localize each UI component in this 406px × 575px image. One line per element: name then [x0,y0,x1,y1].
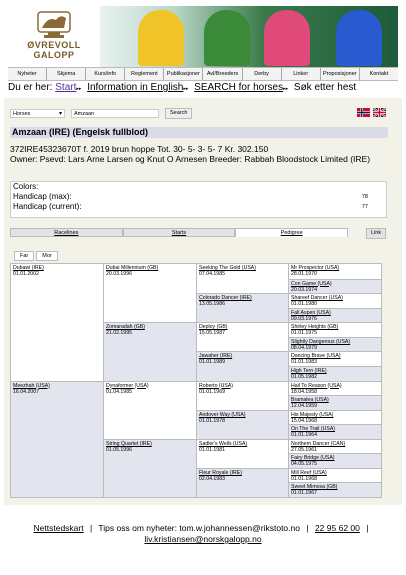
jockey-image [138,10,184,66]
pedigree-cell-gen2 [103,322,196,380]
logo-line1: ØVREVOLL [27,40,81,50]
pedigree-cell-gen3 [196,264,288,293]
pedigree-horse-date: 01.05.1996 [106,446,132,453]
pedigree-horse-link[interactable]: Colorado Dancer (IRE) [199,295,252,302]
pedigree-cell-gen4 [288,308,381,323]
search-button[interactable]: Search [165,108,192,119]
pedigree-horse-date: 01.01.2002 [13,271,39,277]
pedigree-horse-link[interactable]: Sadler's Wells (USA) [199,440,248,447]
tab-mor[interactable]: Mor [36,251,57,261]
pedigree-horse-link[interactable]: Sweet Mimosa (GB) [291,484,338,491]
pedigree-horse-date: 01.01.1975 [291,330,317,337]
pedigree-cell-gen4 [288,293,381,308]
pedigree-horse-link[interactable]: Hail To Reason (USA) [291,382,342,389]
pedigree-horse-link[interactable]: Fleur Royale (IRE) [199,469,242,476]
pedigree-horse-link[interactable]: Dynaformer (USA) [106,382,149,389]
pedigree-horse-date: 15.05.1987 [199,330,225,337]
pedigree-cell-gen4 [288,366,381,381]
breadcrumb [8,82,356,93]
pedigree-cell-gen3 [196,351,288,380]
nav-item-linker[interactable]: Linker [282,68,321,80]
nav-item-nyheter[interactable]: Nyheter [8,68,47,80]
pedigree-horse-link[interactable]: Shareef Dancer (USA) [291,295,343,302]
handicap-max-value: 78 [361,194,368,200]
breadcrumb-english-link[interactable]: Information in English [87,82,184,93]
search-input[interactable]: Amzaan [71,109,159,118]
pedigree-horse-date: 01.01.1981 [199,446,225,453]
pedigree-cell-gen3 [196,468,288,497]
search-type-select[interactable]: Horses ▾ [10,109,65,118]
pedigree-cell-gen4 [288,337,381,352]
jockey-image [264,10,310,66]
pedigree-cell-gen4 [288,424,381,439]
pedigree-horse-date: 04.05.1975 [291,461,317,468]
handicap-current-label: Handicap (current): [13,202,82,211]
link-button[interactable]: Link [366,228,386,239]
colors-label: Colors: [13,182,39,191]
pedigree-horse-link[interactable]: String Quartet (IRE) [106,440,152,447]
pedigree-cell-gen4 [288,482,381,497]
pedigree-horse-link[interactable]: Mr Prospector (USA) [291,265,340,271]
pedigree-cell-gen2 [103,439,196,497]
search-row [10,108,192,118]
pedigree-horse-link[interactable]: His Majesty (USA) [291,411,334,418]
tab-pedigree[interactable]: Pedigree [235,228,348,237]
pedigree-horse-date: 01.01.1980 [291,301,317,308]
pedigree-horse-date: 01.01.1964 [291,432,317,439]
nav-item-publikasjoner[interactable]: Publikasjoner [164,68,203,80]
language-flags [357,108,386,117]
trophy-logo-icon [34,8,74,40]
pedigree-horse-link[interactable]: Roberto (USA) [199,382,234,389]
footer-separator: | [306,523,309,533]
pedigree-horse-link[interactable]: Fairy Bridge (USA) [291,455,335,462]
pedigree-cell-gen1 [11,381,103,498]
pedigree-horse-date: 21.02.1995 [106,330,132,337]
pedigree-horse-link[interactable]: On The Trail (USA) [291,426,336,433]
horse-tabs [10,228,348,237]
pedigree-horse-link[interactable]: Deploy (GB) [199,324,228,331]
pedigree-cell-gen3 [196,410,288,439]
pedigree-horse-link[interactable]: Dancing Brave (USA) [291,353,341,360]
jockey-image [204,10,250,66]
pedigree-horse-date: 01.01.1983 [291,359,317,366]
header-banner-image [100,6,398,67]
nav-item-derby[interactable]: Derby [243,68,282,80]
site-logo[interactable] [8,8,100,66]
main-nav [8,67,398,81]
pedigree-table [10,263,382,498]
nav-item-skjema[interactable]: Skjema [47,68,86,80]
breadcrumb-current: Søk etter hest [293,82,357,93]
horse-stats-box [10,181,387,218]
handicap-current-value: 77 [361,204,368,210]
pedigree-cell-gen2 [103,264,196,322]
pedigree-horse-date: 27.05.1961 [291,446,317,453]
pedigree-horse-date: 28.01.1970 [291,271,317,277]
pedigree-cell-gen4 [288,351,381,366]
pedigree-horse-link[interactable]: Dubawi (IRE) [13,265,44,271]
pedigree-horse-date: 12.04.1959 [291,403,317,410]
footer-email-link[interactable]: liv.kristiansen@norskgalopp.no [144,534,262,544]
pedigree-cell-gen4 [288,453,381,468]
breadcrumb-prefix: Du er her: [8,82,53,93]
pedigree-horse-link[interactable]: Northern Dancer (CAN) [291,440,346,447]
pedigree-horse-date: 20.03.1974 [291,286,317,293]
pedigree-cell-gen2 [103,381,196,439]
pedigree-cell-gen3 [196,381,288,410]
pedigree-horse-link[interactable]: Slightly Dangerous (USA) [291,338,351,345]
nav-item-avl-breeders[interactable]: Avl/Breeders [203,68,242,80]
pedigree-cell-gen4 [288,322,381,337]
norway-flag-icon[interactable] [357,108,370,117]
horse-info [10,144,390,164]
logo-line2: GALOPP [33,50,75,60]
nav-item-reglement[interactable]: Reglement [125,68,164,80]
pedigree-cell-gen3 [196,322,288,351]
pedigree-horse-date: 20.03.1996 [106,271,132,277]
tab-starts[interactable]: Starts [123,228,236,237]
pedigree-horse-date: 01.05.1982 [291,373,317,380]
pedigree-cell-gen4 [288,279,381,294]
pedigree-cell-gen3 [196,293,288,322]
jockey-image [336,10,382,66]
nav-item-kurs-info[interactable]: Kurs/info [86,68,125,80]
breadcrumb-arrow-icon: ▸▸ [283,86,289,92]
content-panel [4,98,402,505]
pedigree-horse-date: 01.01.1989 [199,359,225,366]
site-footer [0,523,406,545]
horse-summary-line: 372IRE45323670T f. 2019 brun hoppe Tot. 30- 5- 3- 5- 7 Kr. 302.150 [10,144,269,154]
nav-item-proposisjoner[interactable]: Proposisjoner [321,68,360,80]
pedigree-horse-link[interactable]: Mill Reef (USA) [291,469,327,476]
breadcrumb-start-link[interactable]: Start [55,82,77,93]
pedigree-horse-link[interactable]: Bramalea (USA) [291,397,329,404]
handicap-max-label: Handicap (max): [13,192,72,201]
pedigree-horse-date: 01.01.1968 [291,475,317,482]
pedigree-horse-link[interactable]: Shirley Heights (GB) [291,324,339,331]
tab-far[interactable]: Far [14,251,34,261]
tab-racelines[interactable]: Racelines [10,228,123,237]
pedigree-cell-gen1 [11,264,103,381]
pedigree-horse-link[interactable]: Con Game (USA) [291,280,332,287]
nav-item-kontakt[interactable]: Kontakt [369,71,389,77]
pedigree-cell-gen4 [288,468,381,483]
pedigree-cell-gen4 [288,410,381,425]
pedigree-horse-link[interactable]: Fall Aspen (USA) [291,309,331,316]
pedigree-horse-link[interactable]: Seeking The Gold (USA) [199,265,256,271]
pedigree-horse-link[interactable]: Jawaher (IRE) [199,353,233,360]
pedigree-horse-date: 15.04.1968 [291,417,317,424]
pedigree-horse-link[interactable]: Zomaradah (GB) [106,324,145,331]
pedigree-horse-date: 01.01.1969 [199,388,225,395]
footer-phone-link[interactable]: 22 95 62 00 [314,523,360,533]
pedigree-cell-gen4 [288,439,381,454]
site-header [8,6,398,67]
pedigree-horse-link[interactable]: High Tern (IRE) [291,367,327,374]
pedigree-horse-date: 16.04.2007 [13,388,39,395]
pedigree-cell-gen4 [288,395,381,410]
horse-owner-line: Owner: Psevd: Lars Arne Larsen og Knut O Arnesen Breeder: Rabbah Bloodstock Limited (IRE) [10,154,371,164]
breadcrumb-arrow-icon: ▸▸ [76,86,82,92]
pedigree-horse-date: 01.01.1978 [199,417,225,424]
footer-separator: | [366,523,369,533]
pedigree-cell-gen3 [196,439,288,468]
pedigree-horse-link[interactable]: Meezhah (USA) [13,382,50,389]
pedigree-cell-gen4 [288,264,381,279]
breadcrumb-arrow-icon: ▸▸ [183,86,189,92]
pedigree-horse-date: 07.04.1985 [199,271,225,277]
horse-title: Amzaan (IRE) (Engelsk fullblod) [10,127,388,138]
pedigree-horse-date: 01.04.1985 [106,388,132,395]
uk-flag-icon[interactable] [373,108,386,117]
footer-sitemap-link[interactable]: Nettstedskart [33,523,84,533]
sire-dam-tabs [14,251,58,261]
footer-separator: | [89,523,93,533]
breadcrumb-search-link[interactable]: SEARCH for horses [194,82,284,93]
pedigree-horse-date: 09.03.1976 [291,315,317,322]
pedigree-horse-link[interactable]: Andover Way (USA) [199,411,246,418]
pedigree-horse-date: 08.04.1979 [291,344,317,351]
footer-tips-text: Tips oss om nyheter: tom.w.johannessen@rikstoto.no [98,523,300,533]
pedigree-horse-date: 18.04.1958 [291,388,317,395]
pedigree-horse-date: 13.05.1986 [199,301,225,308]
pedigree-horse-date: 01.01.1967 [291,490,317,497]
pedigree-horse-link[interactable]: Dubai Millennium (GB) [106,265,159,271]
pedigree-cell-gen4 [288,381,381,396]
pedigree-horse-date: 02.04.1983 [199,475,225,482]
